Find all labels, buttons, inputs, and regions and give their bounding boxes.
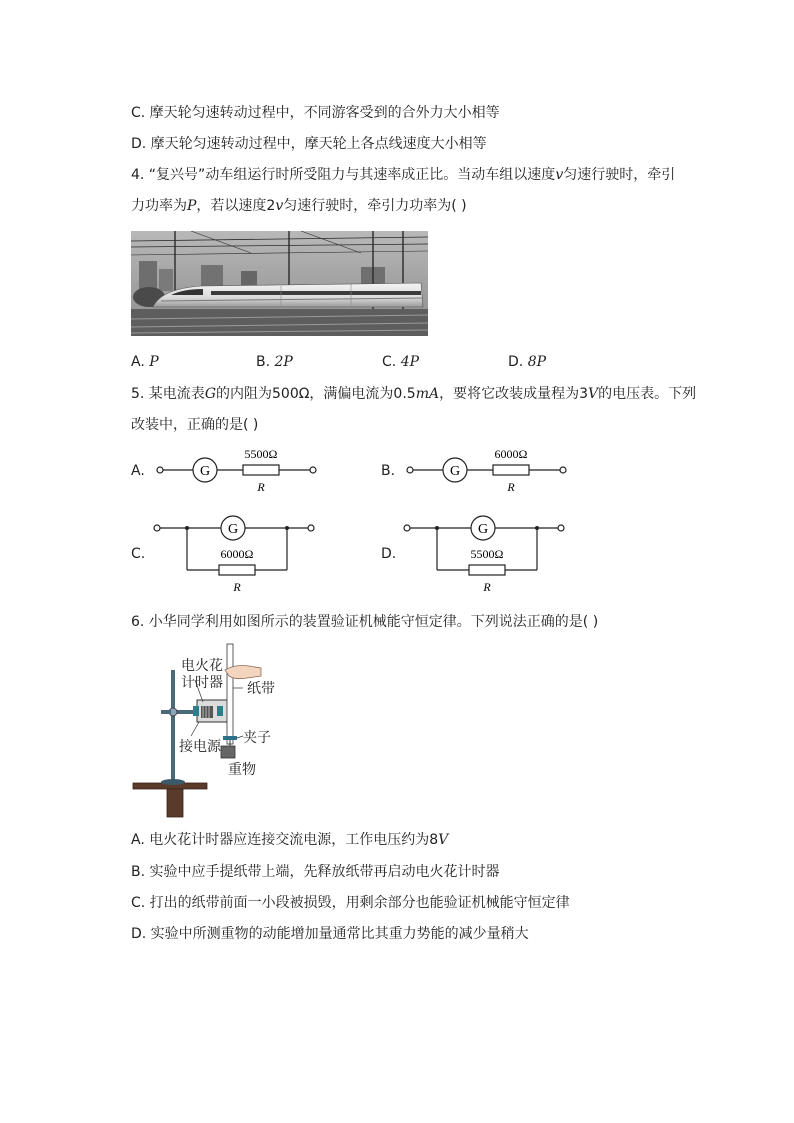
resistor-label: R — [233, 580, 241, 594]
q5-circuit-d — [400, 512, 575, 597]
label-tape: 纸带 — [247, 681, 275, 697]
q4-option-b: B. 2P — [256, 354, 293, 370]
q4-stem-line1: 4. “复兴号”动车组运行时所受阻力与其速率成正比。当动车组以速度v匀速行驶时，牵引 — [131, 167, 676, 183]
q5-option-c-letter: C. — [131, 546, 146, 562]
q4-option-c: C. 4P — [382, 354, 420, 370]
q5-option-d-letter: D. — [381, 546, 397, 562]
q4-stem-line2: 力功率为P，若以速度2v匀速行驶时，牵引力功率为( ) — [131, 198, 467, 214]
q6-stem: 6. 小华同学利用如图所示的装置验证机械能守恒定律。下列说法正确的是( ) — [131, 614, 599, 630]
q5-option-a-letter: A. — [131, 463, 145, 479]
label-weight: 重物 — [228, 762, 256, 778]
q5-stem-line1: 5. 某电流表G的内阻为500Ω，满偏电流为0.5mA，要将它改装成量程为3V的电压表。下列 — [131, 386, 697, 402]
resistor-label: R — [483, 580, 491, 594]
meter-label: G — [199, 464, 211, 479]
resistance-label: 6000Ω — [494, 447, 528, 461]
q3-option-c: C. 摩天轮匀速转动过程中，不同游客受到的合外力大小相等 — [131, 105, 500, 121]
q5-stem-line2: 改装中，正确的是( ) — [131, 417, 259, 433]
label-clip: 夹子 — [243, 730, 271, 746]
q6-option-b: B. 实验中应手提纸带上端，先释放纸带再启动电火花计时器 — [131, 864, 500, 880]
resistance-label: 5500Ω — [470, 547, 504, 561]
resistance-label: 5500Ω — [244, 447, 278, 461]
q6-option-c: C. 打出的纸带前面一小段被损毁，用剩余部分也能验证机械能守恒定律 — [131, 895, 570, 911]
q6-option-d: D. 实验中所测重物的动能增加量通常比其重力势能的减少量稍大 — [131, 926, 529, 942]
q4-option-d: D. 8P — [508, 354, 547, 370]
q5-option-b-letter: B. — [381, 463, 396, 479]
q6-option-a: A. 电火花计时器应连接交流电源，工作电压约为8V — [131, 832, 449, 848]
q4-option-a: A. P — [131, 354, 159, 370]
resistor-label: R — [257, 480, 265, 494]
meter-label: G — [227, 522, 239, 537]
label-timer-line2: 计时器 — [181, 675, 223, 691]
label-power: 接电源 — [179, 739, 221, 755]
q5-circuit-a — [150, 440, 325, 498]
resistor-label: R — [507, 480, 515, 494]
meter-label: G — [477, 522, 489, 537]
q5-circuit-c — [150, 512, 325, 597]
meter-label: G — [449, 464, 461, 479]
label-timer-line1: 电火花 — [181, 658, 223, 674]
train-photo — [131, 231, 428, 336]
q5-circuit-b — [400, 440, 575, 498]
q3-option-d: D. 摩天轮匀速转动过程中，摩天轮上各点线速度大小相等 — [131, 136, 487, 152]
resistance-label: 6000Ω — [220, 547, 254, 561]
